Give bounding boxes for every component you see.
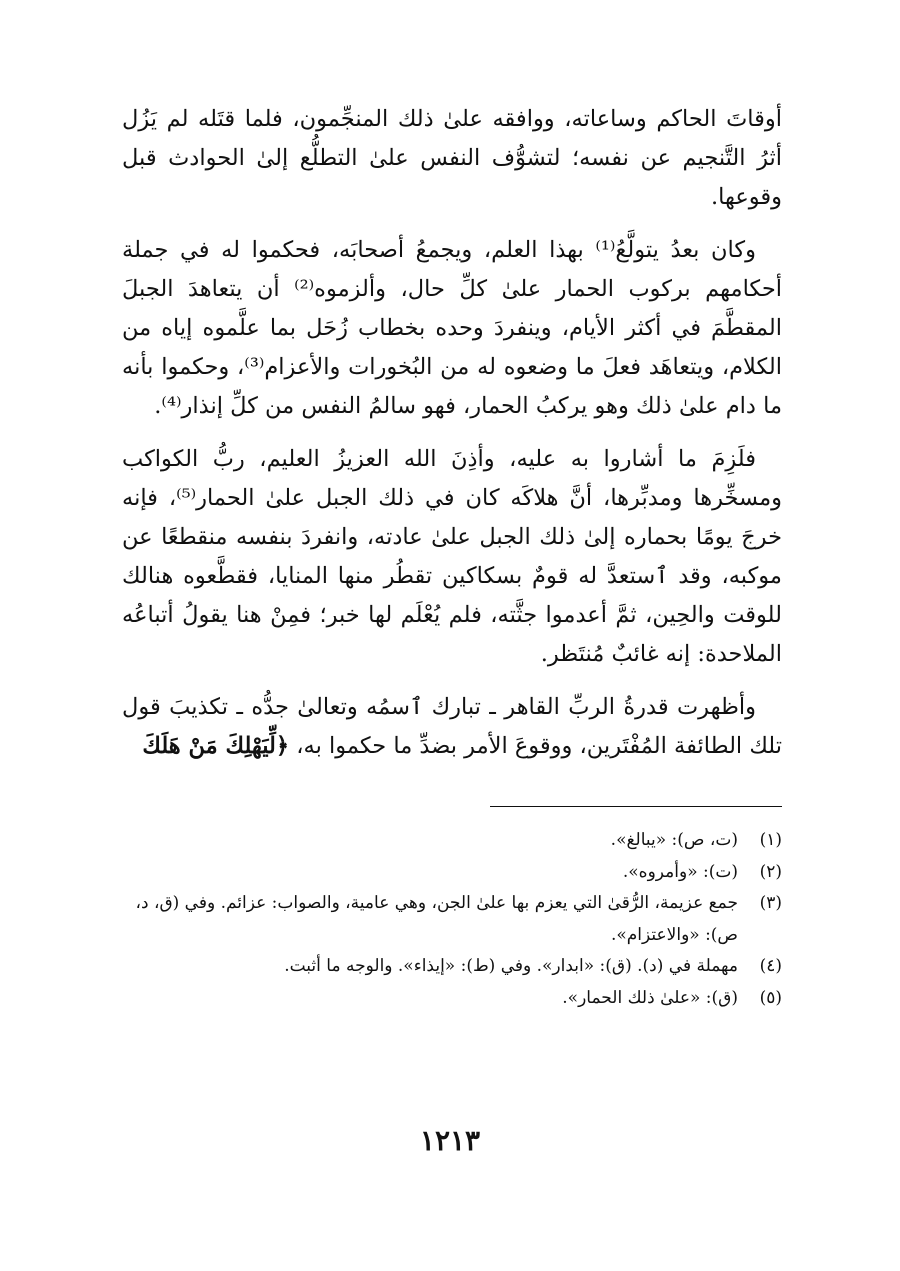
paragraph: أوقاتَ الحاكم وساعاته، ووافقه علىٰ ذلك المنجِّمون، فلما قتَله لم يَزُل أثرُ التَّنجيم عن نفسه؛ لتشوُّف النفس علىٰ التطلُّع إلىٰ الحوادث قبل وقوعها.: [122, 106, 782, 210]
footnote-item: [122, 825, 782, 857]
book-page: [0, 100, 900, 1271]
main-text: [122, 100, 782, 766]
page-number: ١٢١٣: [419, 1124, 481, 1157]
paragraph: فلَزِمَ ما أشاروا به عليه، وأذِنَ الله العزيزُ العليم، ربُّ الكواكب ومسخِّرها ومدبِّرها، أنَّ هلاكَه كان في ذلك الجبل علىٰ الحمار⁽⁵⁾، فإنه خرجَ يومًا بحماره إلىٰ ذلك الجبل علىٰ عادته، وانفردَ بنفسه منقطعًا عن موكبه، وقد ٱستعدَّ له قومٌ بسكاكين تقطُر منها المنايا، فقطَّعوه هنالك للوقت والحِين، ثمَّ أعدموا جثَّته، فلم يُعْلَم لها خبر؛ فمِنْ هنا يقولُ أتباعُه الملاحدة: إنه غائبٌ مُنتَظر.: [122, 446, 782, 667]
footnote-divider: [490, 806, 782, 807]
footnote-text: جمع عزيمة، الرُّقىٰ التي يعزم بها علىٰ الجن، وهي عامية، والصواب: عزائم. وفي (ق، د، ص): «والاعتزام».: [135, 893, 738, 945]
footnote-text: (ت): «وأمروه».: [622, 861, 738, 882]
footnote-number: (٣): [759, 893, 782, 913]
footnote-number: (٢): [759, 861, 782, 882]
footnote-item: [122, 857, 782, 889]
footnote-text: مهملة في (د). (ق): «ابدار». وفي (ط): «إيذاء». والوجه ما أثبت.: [284, 956, 738, 976]
footnote-item: [122, 983, 782, 1015]
paragraph: [122, 688, 782, 766]
footnote-item: [122, 951, 782, 983]
paragraph-text: وأظهرت قدرةُ الربِّ القاهر ـ تبارك ٱسمُه وتعالىٰ جدُّه ـ تكذيبَ قول تلك الطائفة المُفْتَرين، ووقوعَ الأمر بضدِّ ما حكموا به،: [122, 694, 782, 759]
quran-verse: ﴿لِّيَهْلِكَ مَنْ هَلَكَ: [142, 733, 290, 759]
footnote-number: (١): [759, 830, 782, 850]
footnote-item: [122, 888, 782, 951]
footnote-number: (٥): [759, 987, 782, 1008]
footnote-text: (ت، ص): «يبالغ».: [610, 830, 738, 850]
footnote-number: (٤): [759, 956, 782, 976]
paragraph: وكان بعدُ يتولَّعُ⁽¹⁾ بهذا العلم، ويجمعُ أصحابَه، فحكموا له في جملة أحكامهم بركوب الحمار علىٰ كلِّ حال، وألزموه⁽²⁾ أن يتعاهدَ الجبلَ المقطَّمَ في أكثر الأيام، وينفردَ وحده بخطاب زُحَل بما علَّموه إياه من الكلام، ويتعاهَد فعلَ ما وضعوه له من البُخورات والأعزام⁽³⁾، وحكموا بأنه ما دام علىٰ ذلك وهو يركبُ الحمار، فهو سالمُ النفس من كلِّ إنذار⁽⁴⁾.: [122, 237, 783, 419]
footnotes: [122, 825, 782, 1014]
footnote-text: (ق): «علىٰ ذلك الحمار».: [562, 987, 738, 1008]
